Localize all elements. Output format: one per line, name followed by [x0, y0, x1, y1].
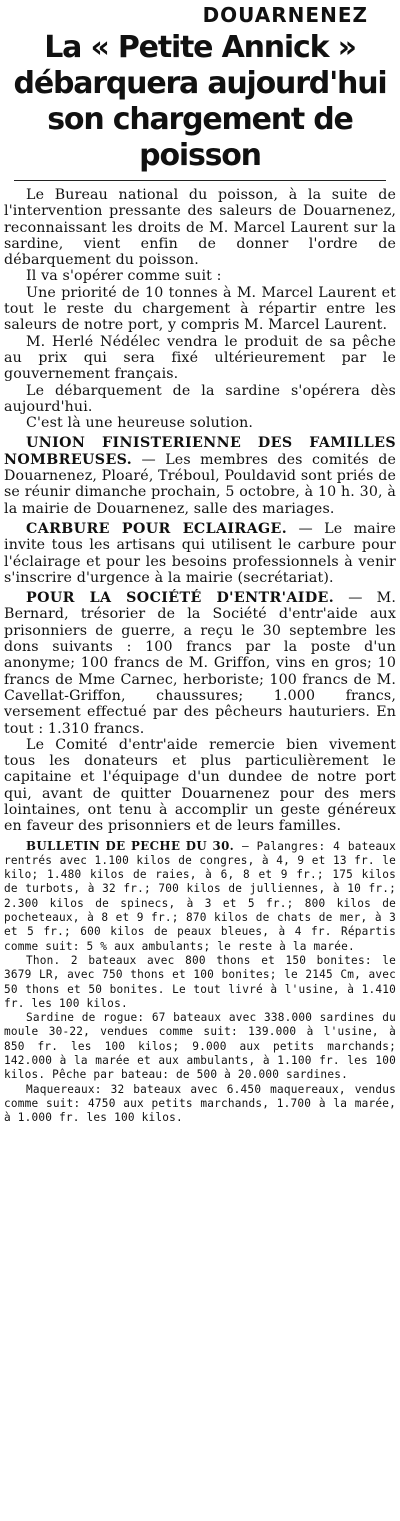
entraide-heading: POUR LA SOCIÉTÉ D'ENTR'AIDE. — [26, 590, 335, 607]
carbure-heading: CARBURE POUR ECLAIRAGE. — [26, 520, 288, 537]
article-paragraph: C'est là une heureuse solution. — [26, 415, 254, 432]
union-body: — Les membres des comités de Douarnenez, Ploaré, Tréboul, Pouldavid sont priés de se réunir dimanche prochain, 5 octobre, à 10 h. 30, à la mairie de Douarnenez, salle des mariages. — [4, 451, 397, 517]
headline-line-1: La « Petite Annick » — [44, 30, 356, 65]
article-paragraph: Il va s'opérer comme suit : — [26, 268, 222, 285]
article-paragraph: M. Herlé Nédélec vendra le produit de sa pêche au prix qui sera fixé ultérieurement par le gouvernement français. — [4, 333, 396, 383]
entraide-thanks: Le Comité d'entr'aide remercie bien vivement tous les donateurs et plus particulièrement le capitaine et l'équipage d'un dundee de notre port qui, avant de quitter Douarnenez pour des mers lointaines, ont tenu à accomplir un geste généreux en faveur des prisonniers et de leurs familles. — [4, 736, 396, 835]
headline — [4, 30, 396, 174]
article-paragraph: Une priorité de 10 tonnes à M. Marcel Laurent et tout le reste du chargement à répartir entre les saleurs de notre port, y compris M. Marcel Laurent. — [4, 284, 396, 334]
bulletin-intro — [4, 839, 396, 954]
article-paragraph: Le débarquement de la sardine s'opérera dès aujourd'hui. — [4, 382, 396, 415]
bulletin-body: — Palangres: 4 bateaux rentrés avec 1.100 kilos de congres, à 4, 9 et 13 fr. le kilo; 1.480 kilos de raies, à 6, 8 et 9 fr.; 175 kilos de turbots, à 32 fr.; 700 kilos de julliennes, à 10 fr.; 2.300 kilos de spinecs, à 3 et 5 fr.; 800 kilos de pocheteaux, à 8 et 9 fr.; 870 kilos de chats de mer, à 3 et 5 fr.; 600 kilos de peaux bleues, à 4 fr. Répartis comme suit: 5 % aux ambulants; le reste à la marée. — [4, 839, 396, 953]
entraide-body: — M. Bernard, trésorier de la Société d'entr'aide aux prisonniers de guerre, a reçu le 30 septembre les dons suivants : 100 francs par la poste d'un anonyme; 100 francs de M. Griffon, vins en gros; 10 francs de Mme Carnec, herboriste; 100 francs de M. Cavellat-Griffon, chaussures; 1.000 francs, versement effectué par des pêcheurs hauturiers. En tout : 1.310 francs. — [4, 590, 396, 737]
bulletin-heading: BULLETIN DE PECHE DU 30. — [26, 838, 235, 853]
carbure-notice — [4, 521, 396, 586]
union-heading: UNION FINISTERIENNE DES FAMILLES NOMBREUSES. — [4, 435, 396, 468]
bulletin-maquereaux: Maquereaux: 32 bateaux avec 6.450 maquereaux, vendus comme suit: 4750 aux petits marchands, 1.700 à la marée, à 1.000 fr. les 100 kilos. — [4, 1082, 396, 1125]
main-article — [4, 187, 396, 431]
bulletin-sardine: Sardine de rogue: 67 bateaux avec 338.000 sardines du moule 30-22, vendues comme suit: 139.000 à l'usine, à 850 fr. les 100 kilos; 9.000 aux petits marchands; 142.000 à la marée et aux ambulants, à 1.100 fr. les 100 kilos. Pêche par bateau: de 500 à 20.000 sardines. — [4, 1011, 396, 1082]
bulletin-thon: Thon. 2 bateaux avec 800 thons et 150 bonites: le 3679 LR, avec 750 thons et 100 bonites; le 2145 Cm, avec 50 thons et 50 bonites. Le tout livré à l'usine, à 1.410 fr. les 100 kilos. — [4, 953, 396, 1010]
dateline: DOUARNENEZ — [202, 3, 368, 27]
carbure-body: — Le maire invite tous les artisans qui utilisent le carbure pour l'éclairage et pour les besoins professionnels à venir s'inscrire d'urgence à la mairie (secrétariat). — [4, 520, 396, 586]
headline-divider — [14, 180, 386, 181]
fishing-bulletin — [4, 839, 396, 1126]
article-paragraph: Le Bureau national du poisson, à la suite de l'intervention pressante des saleurs de Douarnenez, reconnaissant les droits de M. Marcel Laurent sur la sardine, vient enfin de donner l'ordre de débarquement du poisson. — [4, 187, 396, 269]
entraide-notice — [4, 590, 396, 737]
headline-line-3: son chargement de poisson — [47, 102, 353, 173]
union-notice — [4, 435, 396, 516]
headline-line-2: débarquera aujourd'hui — [13, 66, 387, 101]
